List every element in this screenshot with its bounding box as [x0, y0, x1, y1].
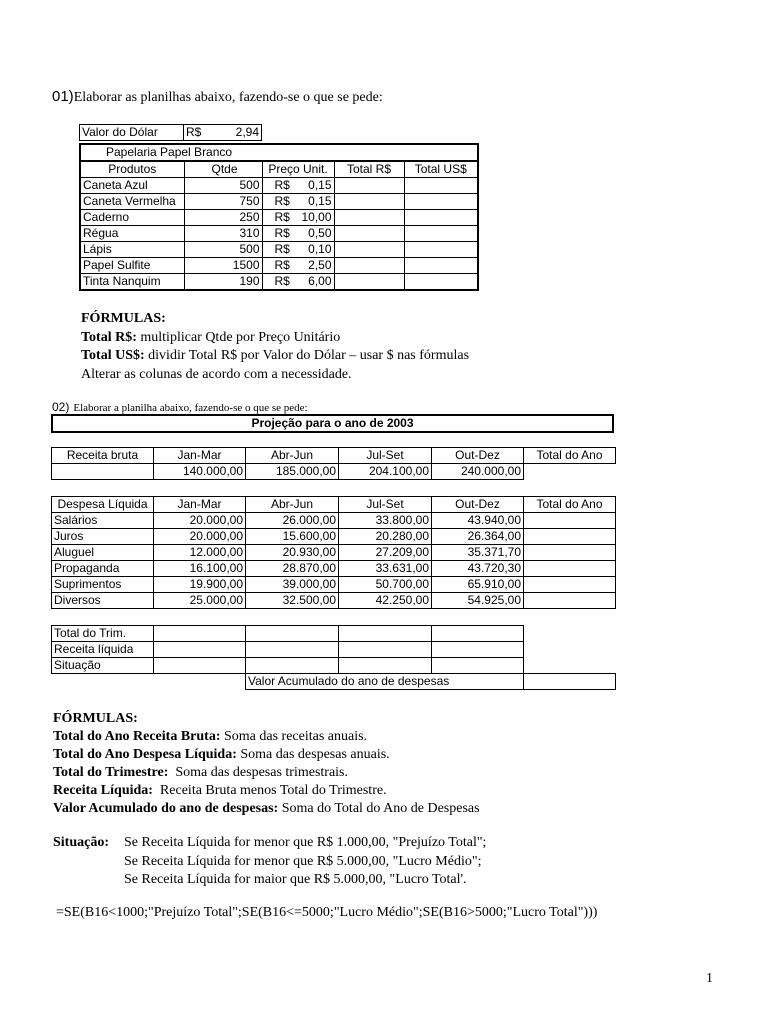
- product-total-us: [404, 194, 478, 210]
- products-header-row: [80, 161, 478, 178]
- despesa-value: 27.209,00: [339, 545, 432, 561]
- formula-label: Valor Acumulado do ano de despesas:: [53, 801, 279, 816]
- receita-cell: 185.000,00: [246, 464, 339, 480]
- receita-header: Out-Dez: [432, 448, 524, 464]
- ex2-formulas-title: FÓRMULAS:: [53, 711, 138, 726]
- despesa-table: [51, 496, 616, 609]
- formula-text: Soma do Total do Ano de Despesas: [278, 801, 480, 816]
- table-row: [80, 226, 478, 242]
- despesa-value: 12.000,00: [154, 545, 246, 561]
- price-currency: R$: [274, 274, 290, 288]
- receita-header: Jan-Mar: [154, 448, 246, 464]
- price-value: 6,00: [308, 274, 332, 288]
- receita-header: Receita bruta: [52, 448, 154, 464]
- dollar-table: [79, 124, 262, 141]
- receita-header: Jul-Set: [339, 448, 432, 464]
- price-currency: R$: [274, 210, 290, 224]
- price-currency: R$: [274, 258, 290, 272]
- despesa-value: 43.940,00: [432, 513, 524, 529]
- table-row: [52, 577, 616, 593]
- situacao-line: Se Receita Líquida for menor que R$ 1.000,00, "Prejuízo Total";: [124, 835, 487, 850]
- product-total-rs: [334, 210, 404, 226]
- table-row: [52, 674, 616, 690]
- product-name: Caderno: [80, 210, 184, 226]
- despesa-value: 20.000,00: [154, 513, 246, 529]
- despesa-value: 16.100,00: [154, 561, 246, 577]
- product-name: Régua: [80, 226, 184, 242]
- summary-cell: [246, 642, 339, 658]
- summary-empty: [52, 674, 154, 690]
- summary-cell: [339, 642, 432, 658]
- table-row: [80, 194, 478, 210]
- formula-text: Soma das despesas anuais.: [236, 747, 390, 762]
- table-row: [52, 593, 616, 609]
- product-total-us: [404, 242, 478, 258]
- price-value: 0,10: [308, 242, 332, 256]
- despesa-name: Propaganda: [52, 561, 154, 577]
- ex1-formula-line: [81, 347, 469, 366]
- products-table: [79, 143, 479, 291]
- despesa-value: 33.631,00: [339, 561, 432, 577]
- product-qty: 500: [184, 178, 262, 194]
- despesa-value: 65.910,00: [432, 577, 524, 593]
- receita-cell: 240.000,00: [432, 464, 524, 480]
- price-currency: R$: [274, 226, 290, 240]
- despesa-value: 43.720,30: [432, 561, 524, 577]
- table-row: [80, 242, 478, 258]
- header-preco: Preço Unit.: [262, 161, 334, 178]
- despesa-total: [524, 513, 616, 529]
- projection-title-table: [51, 414, 614, 433]
- ex1-formula-note: Alterar as colunas de acordo com a necessidade.: [81, 366, 352, 382]
- product-price: [262, 210, 334, 226]
- summary-label: Total do Trim.: [52, 626, 154, 642]
- summary-empty: [524, 658, 616, 674]
- despesa-value: 20.000,00: [154, 529, 246, 545]
- summary-cell: [339, 658, 432, 674]
- formula-text: Soma das despesas trimestrais.: [168, 765, 349, 780]
- despesa-value: 20.280,00: [339, 529, 432, 545]
- despesa-value: 39.000,00: [246, 577, 339, 593]
- despesa-header: Out-Dez: [432, 497, 524, 513]
- product-total-rs: [334, 178, 404, 194]
- situacao-line: Se Receita Líquida for menor que R$ 5.000,00, "Lucro Médio";: [124, 853, 482, 869]
- receita-header: Total do Ano: [524, 448, 616, 464]
- formula-text: dividir Total R$ por Valor do Dólar – usar $ nas fórmulas: [144, 348, 470, 363]
- product-price: [262, 226, 334, 242]
- ex1-formulas-title: FÓRMULAS:: [81, 311, 166, 326]
- despesa-value: 50.700,00: [339, 577, 432, 593]
- despesa-value: 15.600,00: [246, 529, 339, 545]
- situacao-label: Situação:: [53, 835, 109, 850]
- despesa-value: 35.371,70: [432, 545, 524, 561]
- despesa-value: 25.000,00: [154, 593, 246, 609]
- formula-label: Total US$:: [81, 348, 145, 363]
- page-number: 1: [706, 971, 713, 986]
- product-price: [262, 194, 334, 210]
- product-qty: 310: [184, 226, 262, 242]
- formula-text: Soma das receitas anuais.: [220, 729, 368, 744]
- summary-cell: [154, 658, 246, 674]
- receita-header: Abr-Jun: [246, 448, 339, 464]
- price-value: 2,50: [308, 258, 332, 272]
- receita-values-row: [52, 464, 616, 480]
- dollar-label: Valor do Dólar: [80, 125, 184, 141]
- table-row: [52, 545, 616, 561]
- formula-label: Receita Líquida:: [53, 783, 153, 798]
- product-name: Tinta Nanquim: [80, 274, 184, 291]
- projection-title: Projeção para o ano de 2003: [52, 415, 613, 432]
- product-name: Caneta Azul: [80, 178, 184, 194]
- product-price: [262, 178, 334, 194]
- header-total-us: Total US$: [404, 161, 478, 178]
- product-price: [262, 274, 334, 291]
- formula-label: Total do Trimestre:: [53, 765, 169, 780]
- table-row: [52, 513, 616, 529]
- receita-header-row: [52, 448, 616, 464]
- ex1-formula-line: [81, 329, 469, 348]
- despesa-header: Jan-Mar: [154, 497, 246, 513]
- summary-cell: [246, 626, 339, 642]
- table-row: [80, 178, 478, 194]
- product-total-us: [404, 226, 478, 242]
- summary-cell: [432, 642, 524, 658]
- summary-cell: [339, 626, 432, 642]
- price-currency: R$: [274, 178, 290, 192]
- despesa-value: 26.364,00: [432, 529, 524, 545]
- situacao-lines: [124, 834, 624, 890]
- products-table-title: Papelaria Papel Branco: [80, 144, 478, 161]
- table-row: [52, 529, 616, 545]
- despesa-name: Diversos: [52, 593, 154, 609]
- summary-empty: [524, 626, 616, 642]
- formula-text: Receita Bruta menos Total do Trimestre.: [152, 783, 387, 798]
- product-name: Papel Sulfite: [80, 258, 184, 274]
- table-row: [52, 658, 616, 674]
- dollar-currency: R$: [184, 125, 220, 141]
- formula-expression: =SE(B16<1000;"Prejuízo Total";SE(B16<=5000;"Lucro Médio";SE(B16>5000;"Lucro Total"))): [56, 905, 598, 920]
- despesa-value: 54.925,00: [432, 593, 524, 609]
- table-row: [52, 642, 616, 658]
- despesa-header: Jul-Set: [339, 497, 432, 513]
- summary-empty: [524, 642, 616, 658]
- table-row: [52, 626, 616, 642]
- despesa-total: [524, 529, 616, 545]
- summary-cell: [154, 642, 246, 658]
- despesa-value: 28.870,00: [246, 561, 339, 577]
- despesa-name: Salários: [52, 513, 154, 529]
- product-total-rs: [334, 274, 404, 291]
- formula-label: Total R$:: [81, 329, 137, 345]
- product-qty: 1500: [184, 258, 262, 274]
- product-name: Lápis: [80, 242, 184, 258]
- price-currency: R$: [274, 194, 290, 208]
- product-total-rs: [334, 226, 404, 242]
- despesa-header: Abr-Jun: [246, 497, 339, 513]
- dollar-value: 2,94: [220, 125, 262, 141]
- summary-cell: [246, 658, 339, 674]
- price-value: 0,50: [308, 226, 332, 240]
- receita-table: [51, 447, 616, 480]
- formula-text: multiplicar Qtde por Preço Unitário: [136, 329, 341, 345]
- product-total-us: [404, 210, 478, 226]
- price-value: 10,00: [301, 210, 332, 224]
- despesa-total: [524, 593, 616, 609]
- product-price: [262, 242, 334, 258]
- despesa-value: 19.900,00: [154, 577, 246, 593]
- formula-label: Total do Ano Despesa Líquida:: [53, 747, 237, 762]
- product-total-rs: [334, 242, 404, 258]
- despesa-header: Total do Ano: [524, 497, 616, 513]
- accum-label: Valor Acumulado do ano de despesas: [246, 674, 524, 690]
- formula-label: Total do Ano Receita Bruta:: [53, 729, 221, 744]
- summary-cell: [432, 626, 524, 642]
- summary-cell: [154, 626, 246, 642]
- despesa-total: [524, 545, 616, 561]
- receita-cell: [52, 464, 154, 480]
- ex2-formula-line: [53, 728, 480, 746]
- product-total-rs: [334, 194, 404, 210]
- despesa-name: Aluguel: [52, 545, 154, 561]
- header-produtos: Produtos: [80, 161, 184, 178]
- product-price: [262, 258, 334, 274]
- price-value: 0,15: [308, 178, 332, 192]
- despesa-header-row: [52, 497, 616, 513]
- ex2-instruction: Elaborar a planilha abaixo, fazendo-se o que se pede:: [73, 402, 308, 414]
- product-qty: 250: [184, 210, 262, 226]
- header-qtde: Qtde: [184, 161, 262, 178]
- header-total-rs: Total R$: [334, 161, 404, 178]
- product-name: Caneta Vermelha: [80, 194, 184, 210]
- table-row: [80, 210, 478, 226]
- summary-cell: [432, 658, 524, 674]
- ex1-number: 01): [52, 88, 74, 105]
- despesa-value: 20.930,00: [246, 545, 339, 561]
- receita-cell: [524, 464, 616, 480]
- situacao-line: Se Receita Líquida for maior que R$ 5.000,00, "Lucro Total'.: [124, 872, 467, 887]
- receita-cell: 140.000,00: [154, 464, 246, 480]
- ex2-formula-line: [53, 746, 480, 764]
- table-row: [52, 561, 616, 577]
- product-qty: 750: [184, 194, 262, 210]
- despesa-value: 33.800,00: [339, 513, 432, 529]
- despesa-name: Suprimentos: [52, 577, 154, 593]
- ex1-heading: [52, 88, 383, 106]
- ex2-number: 02): [52, 400, 70, 414]
- accum-value: [524, 674, 616, 690]
- despesa-value: 26.000,00: [246, 513, 339, 529]
- ex2-formula-line: [53, 800, 480, 818]
- product-total-us: [404, 258, 478, 274]
- summary-label: Receita líquida: [52, 642, 154, 658]
- despesa-name: Juros: [52, 529, 154, 545]
- ex1-instruction: Elaborar as planilhas abaixo, fazendo-se o que se pede:: [73, 90, 383, 105]
- ex2-formula-line: [53, 782, 480, 800]
- summary-table: [51, 625, 616, 690]
- product-total-rs: [334, 258, 404, 274]
- summary-empty: [154, 674, 246, 690]
- ex1-formulas: [81, 310, 469, 384]
- product-total-us: [404, 178, 478, 194]
- table-row: [80, 274, 478, 291]
- ex2-formula-line: [53, 764, 480, 782]
- table-row: [80, 258, 478, 274]
- product-qty: 190: [184, 274, 262, 291]
- price-value: 0,15: [308, 194, 332, 208]
- ex2-formulas: [53, 710, 480, 818]
- receita-cell: 204.100,00: [339, 464, 432, 480]
- despesa-total: [524, 561, 616, 577]
- summary-label: Situação: [52, 658, 154, 674]
- despesa-value: 42.250,00: [339, 593, 432, 609]
- despesa-total: [524, 577, 616, 593]
- product-total-us: [404, 274, 478, 291]
- product-qty: 500: [184, 242, 262, 258]
- price-currency: R$: [274, 242, 290, 256]
- despesa-value: 32.500,00: [246, 593, 339, 609]
- despesa-header: Despesa Líquida: [52, 497, 154, 513]
